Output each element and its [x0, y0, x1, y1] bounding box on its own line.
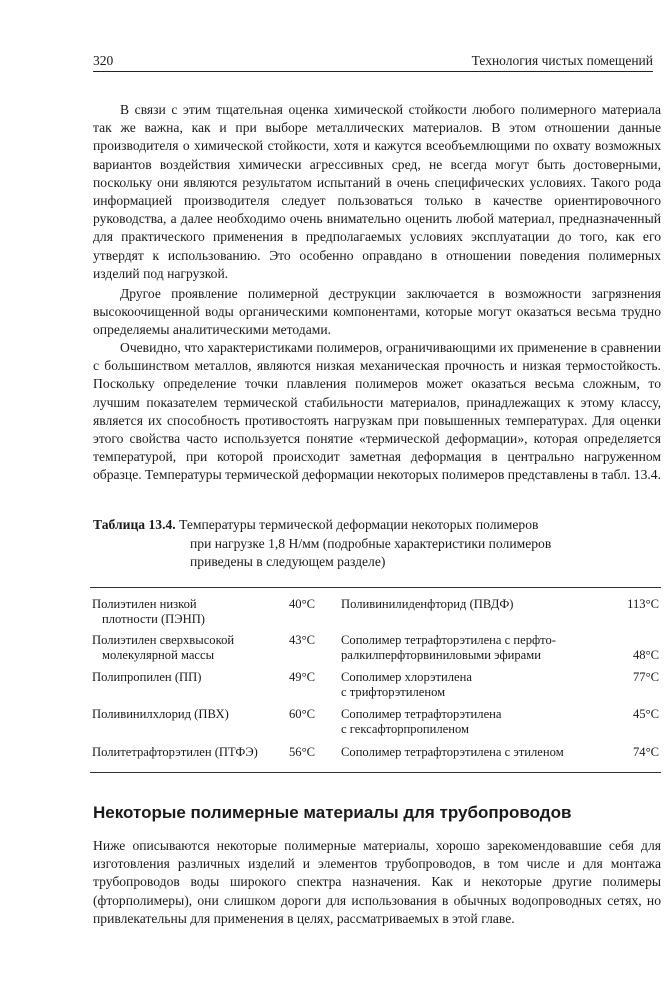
- polymer-name: Поливинилхлорид (ПВХ): [92, 707, 229, 721]
- polymer-name: Полиэтилен низкой плотности (ПЭНП): [92, 597, 205, 627]
- polymer-name: Сополимер хлорэтилена с трифторэтиленом: [341, 670, 472, 700]
- temperature: 48°C: [632, 648, 659, 662]
- section-heading: Некоторые полимерные материалы для трубопроводов: [93, 803, 572, 822]
- caption-line: при нагрузке 1,8 Н/мм (подробные характеристики полимеров: [190, 535, 552, 551]
- polymer-name: Сополимер тетрафторэтилена с этиленом: [341, 745, 564, 759]
- caption-line: приведены в следующем разделе): [190, 554, 386, 569]
- polymer-name: Поливинилиденфторид (ПВДФ): [341, 597, 514, 611]
- paragraph: Ниже описываются некоторые полимерные материалы, хорошо зарекомендовавшие себя для изготовления различных изделий и элементов трубопроводов, в том числе и для монтажа трубопроводов воды широкого спектра назначения. Как и некоторые другие полимеры (фторполимеры), они слишком дороги для использования в обычных водопроводных сетях, но привлекательны для применения в целях, рассматриваемых в этой главе.: [93, 838, 661, 926]
- table-bottom-rule: [90, 772, 661, 773]
- polymer-name: Политетрафторэтилен (ПТФЭ): [92, 745, 258, 759]
- temperature: 113°C: [627, 597, 659, 611]
- temperature: 43°C: [289, 633, 316, 647]
- table-label: Таблица 13.4.: [93, 517, 176, 532]
- page-header: [93, 53, 653, 72]
- polymer-name: Полипропилен (ПП): [92, 670, 202, 684]
- running-title: Технология чистых помещений: [471, 53, 653, 68]
- temperature: 56°C: [289, 745, 316, 759]
- polymer-name: Сополимер тетрафторэтилена с гексафторпропиленом: [341, 707, 502, 737]
- caption-line: Температуры термической деформации некоторых полимеров: [179, 517, 539, 532]
- polymer-name: Сополимер тетрафторэтилена с перфто- ралкилперфторвиниловыми эфирами: [341, 633, 556, 663]
- temperature: 45°C: [632, 707, 659, 721]
- page-number: 320: [93, 53, 114, 68]
- paragraph: В связи с этим тщательная оценка химической стойкости любого полимерного материала так же важна, как и при выборе металлических материалов. В этом отношении данные производителя о химической стойкости, хотя и кажутся всеобъемлющими по охвату возможных вариантов воздействия химически агрессивных сред, не всегда могут быть достоверными, поскольку они являются результатом испытаний в очень специфических условиях. Такого рода информацией производителя следует пользоваться только в качестве ориентировочного руководства, а далее необходимо очень внимательно оценить любой материал, предназначенный для практического применения в предполагаемых условиях эксплуатации до того, как его утвердят к использованию. Это особенно оправдано в отношении поведения полимерных изделий под нагрузкой.: [93, 102, 661, 281]
- temperature: 74°C: [632, 745, 659, 759]
- paragraph: Очевидно, что характеристиками полимеров, ограничивающими их применение в сравнении с большинством металлов, являются низкая механическая прочность и низкая термостойкость. Поскольку определение точки плавления полимеров может оказаться весьма сложным, то лучшим показателем термической стабильности материалов, принадлежащих к этому классу, является их способность противостоять нагрузкам при повышенных температурах. Для оценки этого свойства часто используется понятие «термической деформации», которая определяется температурой, при которой происходит заметная деформация в центрально нагруженном образце. Температуры термической деформации некоторых полимеров представлены в табл. 13.4.: [93, 340, 661, 483]
- temperature: 40°C: [289, 597, 316, 611]
- polymer-name: Полиэтилен сверхвысокой молекулярной массы: [92, 633, 235, 663]
- table-caption: [93, 516, 661, 572]
- temperature: 60°C: [289, 707, 316, 721]
- paragraph: Другое проявление полимерной деструкции заключается в возможности загрязнения высокоочищенной воды органическими компонентами, которые могут оказаться весьма трудно определяемы аналитическими методами.: [93, 286, 661, 338]
- temperature: 49°C: [289, 670, 316, 684]
- table-top-rule: [90, 587, 661, 588]
- temperature: 77°C: [632, 670, 659, 684]
